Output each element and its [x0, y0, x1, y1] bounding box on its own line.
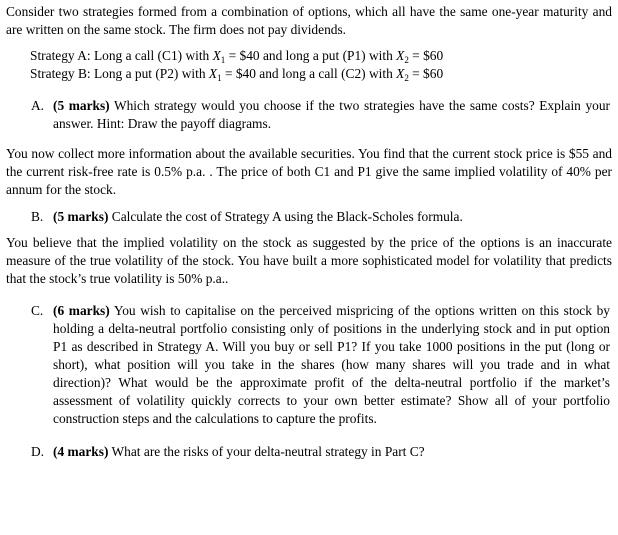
strategy-a-sub1: 1	[220, 55, 226, 65]
strategy-a-sub2: 2	[404, 55, 409, 65]
strategy-b-sub2: 2	[404, 73, 409, 83]
question-d	[6, 443, 612, 461]
strategy-a-var2: X	[396, 48, 405, 63]
question-d-body	[53, 443, 612, 461]
question-c	[6, 302, 612, 428]
info-paragraph-2: You believe that the implied volatility on the stock as suggested by the price of the options is an inaccurate measure of the true volatility of the stock. You have built a more sophisticated model for volatility that predicts that the stock’s true volatility is 50% p.a..	[6, 235, 612, 286]
question-c-letter: C.	[31, 303, 44, 318]
question-d-marks: (4 marks)	[53, 444, 109, 459]
intro-paragraph: Consider two strategies formed from a combination of options, which all have the same one-year maturity and are written on the same stock. The firm does not pay dividends.	[6, 4, 612, 37]
strategy-a-mid: = $40 and long a put (P1) with	[225, 48, 397, 63]
question-d-text: What are the risks of your delta-neutral strategy in Part C?	[108, 444, 425, 459]
strategy-a-line	[30, 47, 612, 65]
strategy-b-var1: X	[208, 66, 218, 81]
question-b	[6, 208, 612, 226]
strategy-b-var2: X	[396, 66, 405, 81]
question-c-body	[53, 302, 612, 428]
strategy-list	[6, 47, 612, 83]
strategy-b-prefix: Strategy B: Long a put (P2) with	[30, 66, 209, 81]
question-a	[6, 97, 612, 133]
question-a-marks: (5 marks)	[53, 98, 110, 113]
question-a-letter: A.	[31, 98, 45, 113]
question-c-text: You wish to capitalise on the perceived mispricing of the options written on this stock by holding a delta-neutral portfolio consisting only of positions in the underlying stock and in put option P1 as described in Strategy A. Will you buy or sell P1? If you take 1000 positions in the put (long or short), what position will you take in the shares (how many shares will you trade and in what direction)? What would be the approximate profit of the delta-neutral portfolio if the market’s assessment of volatility quickly corrects to your own better estimate? Show all of your portfolio construction steps and the calculations to capture the profits.	[53, 303, 610, 426]
strategy-b-mid: = $40 and long a call (C2) with	[221, 66, 397, 81]
strategy-b-line	[30, 65, 612, 83]
question-a-text: Which strategy would you choose if the two strategies have the same costs? Explain your answer. Hint: Draw the payoff diagrams.	[53, 98, 610, 131]
strategy-b-sub1: 1	[217, 73, 222, 83]
question-b-text: Calculate the cost of Strategy A using the Black-Scholes formula.	[108, 209, 463, 224]
strategy-b-suffix: = $60	[408, 66, 444, 81]
strategy-a-var1: X	[212, 48, 221, 63]
question-b-letter: B.	[31, 209, 44, 224]
question-c-marks: (6 marks)	[53, 303, 110, 318]
strategy-a-suffix: = $60	[408, 48, 444, 63]
info-paragraph-1: You now collect more information about the available securities. You find that the current stock price is $55 and the current risk-free rate is 0.5% p.a. . The price of both C1 and P1 give the same implied volatility of 40% per annum for the stock.	[6, 146, 612, 197]
strategy-a-prefix: Strategy A: Long a call (C1) with	[30, 48, 213, 63]
question-b-marks: (5 marks)	[53, 209, 109, 224]
question-a-body	[53, 97, 612, 133]
question-b-body	[53, 208, 612, 226]
question-d-letter: D.	[31, 444, 45, 459]
